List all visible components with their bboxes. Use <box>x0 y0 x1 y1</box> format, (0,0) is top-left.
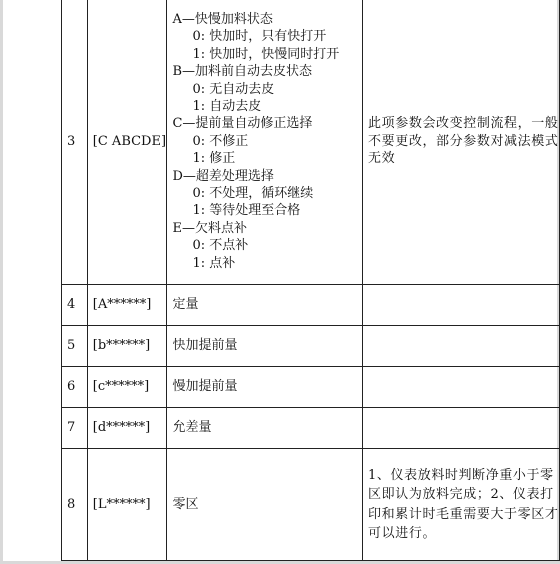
row-description: 快加提前量 <box>167 326 363 367</box>
row-index: 6 <box>62 367 88 408</box>
option-line: 1: 点补 <box>192 255 236 271</box>
row-code: [b******] <box>87 326 167 367</box>
row-note <box>363 326 560 367</box>
option-line: B—加料前自动去皮状态 <box>172 64 313 80</box>
parameter-table <box>61 0 560 561</box>
row-description: 零区 <box>167 449 363 561</box>
row-description: 定量 <box>167 285 363 326</box>
note-text: 1、仪表放料时判断净重小于零区即认为放料完成；2、仪表打印和累计时毛重需要大于零区才可以进行。 <box>368 467 559 541</box>
option-line: 0: 不处理，循环继续 <box>192 186 314 202</box>
option-line: D—超差处理选择 <box>172 168 274 184</box>
table-row <box>62 326 560 367</box>
row-code: [L******] <box>87 449 167 561</box>
row-index: 7 <box>62 408 88 449</box>
row-description <box>167 0 363 285</box>
option-line: 0: 不修正 <box>192 133 249 149</box>
option-line: 0: 不点补 <box>192 238 249 254</box>
table-row <box>62 0 560 285</box>
row-note <box>363 449 560 561</box>
row-note <box>363 0 560 285</box>
row-note <box>363 285 560 326</box>
row-code: [c******] <box>87 367 167 408</box>
row-note <box>363 408 560 449</box>
option-line: A—快慢加料状态 <box>172 11 273 27</box>
row-code: [C ABCDE] <box>87 0 167 285</box>
row-code: [A******] <box>87 285 167 326</box>
option-line: 1: 等待处理至合格 <box>192 203 301 219</box>
table-row <box>62 449 560 561</box>
row-code: [d******] <box>87 408 167 449</box>
option-line: C—提前量自动修正选择 <box>172 116 313 132</box>
row-description: 允差量 <box>167 408 363 449</box>
row-index: 5 <box>62 326 88 367</box>
option-line: 1: 自动去皮 <box>192 98 262 114</box>
note-text: 此项参数会改变控制流程，一般不要更改，部分参数对减法模式无效 <box>368 116 559 167</box>
option-line: 1: 修正 <box>192 151 236 167</box>
option-line: 0: 无自动去皮 <box>192 81 275 97</box>
table-row <box>62 285 560 326</box>
table-row <box>62 408 560 449</box>
row-index: 4 <box>62 285 88 326</box>
row-note <box>363 367 560 408</box>
row-description: 慢加提前量 <box>167 367 363 408</box>
row-index: 3 <box>62 0 88 285</box>
option-line: E—欠料点补 <box>172 220 247 236</box>
row-index: 8 <box>62 449 88 561</box>
table-row <box>62 367 560 408</box>
option-line: 0: 快加时，只有快打开 <box>192 29 327 45</box>
option-line: 1: 快加时，快慢同时打开 <box>192 46 340 62</box>
page-frame-left <box>0 0 3 564</box>
